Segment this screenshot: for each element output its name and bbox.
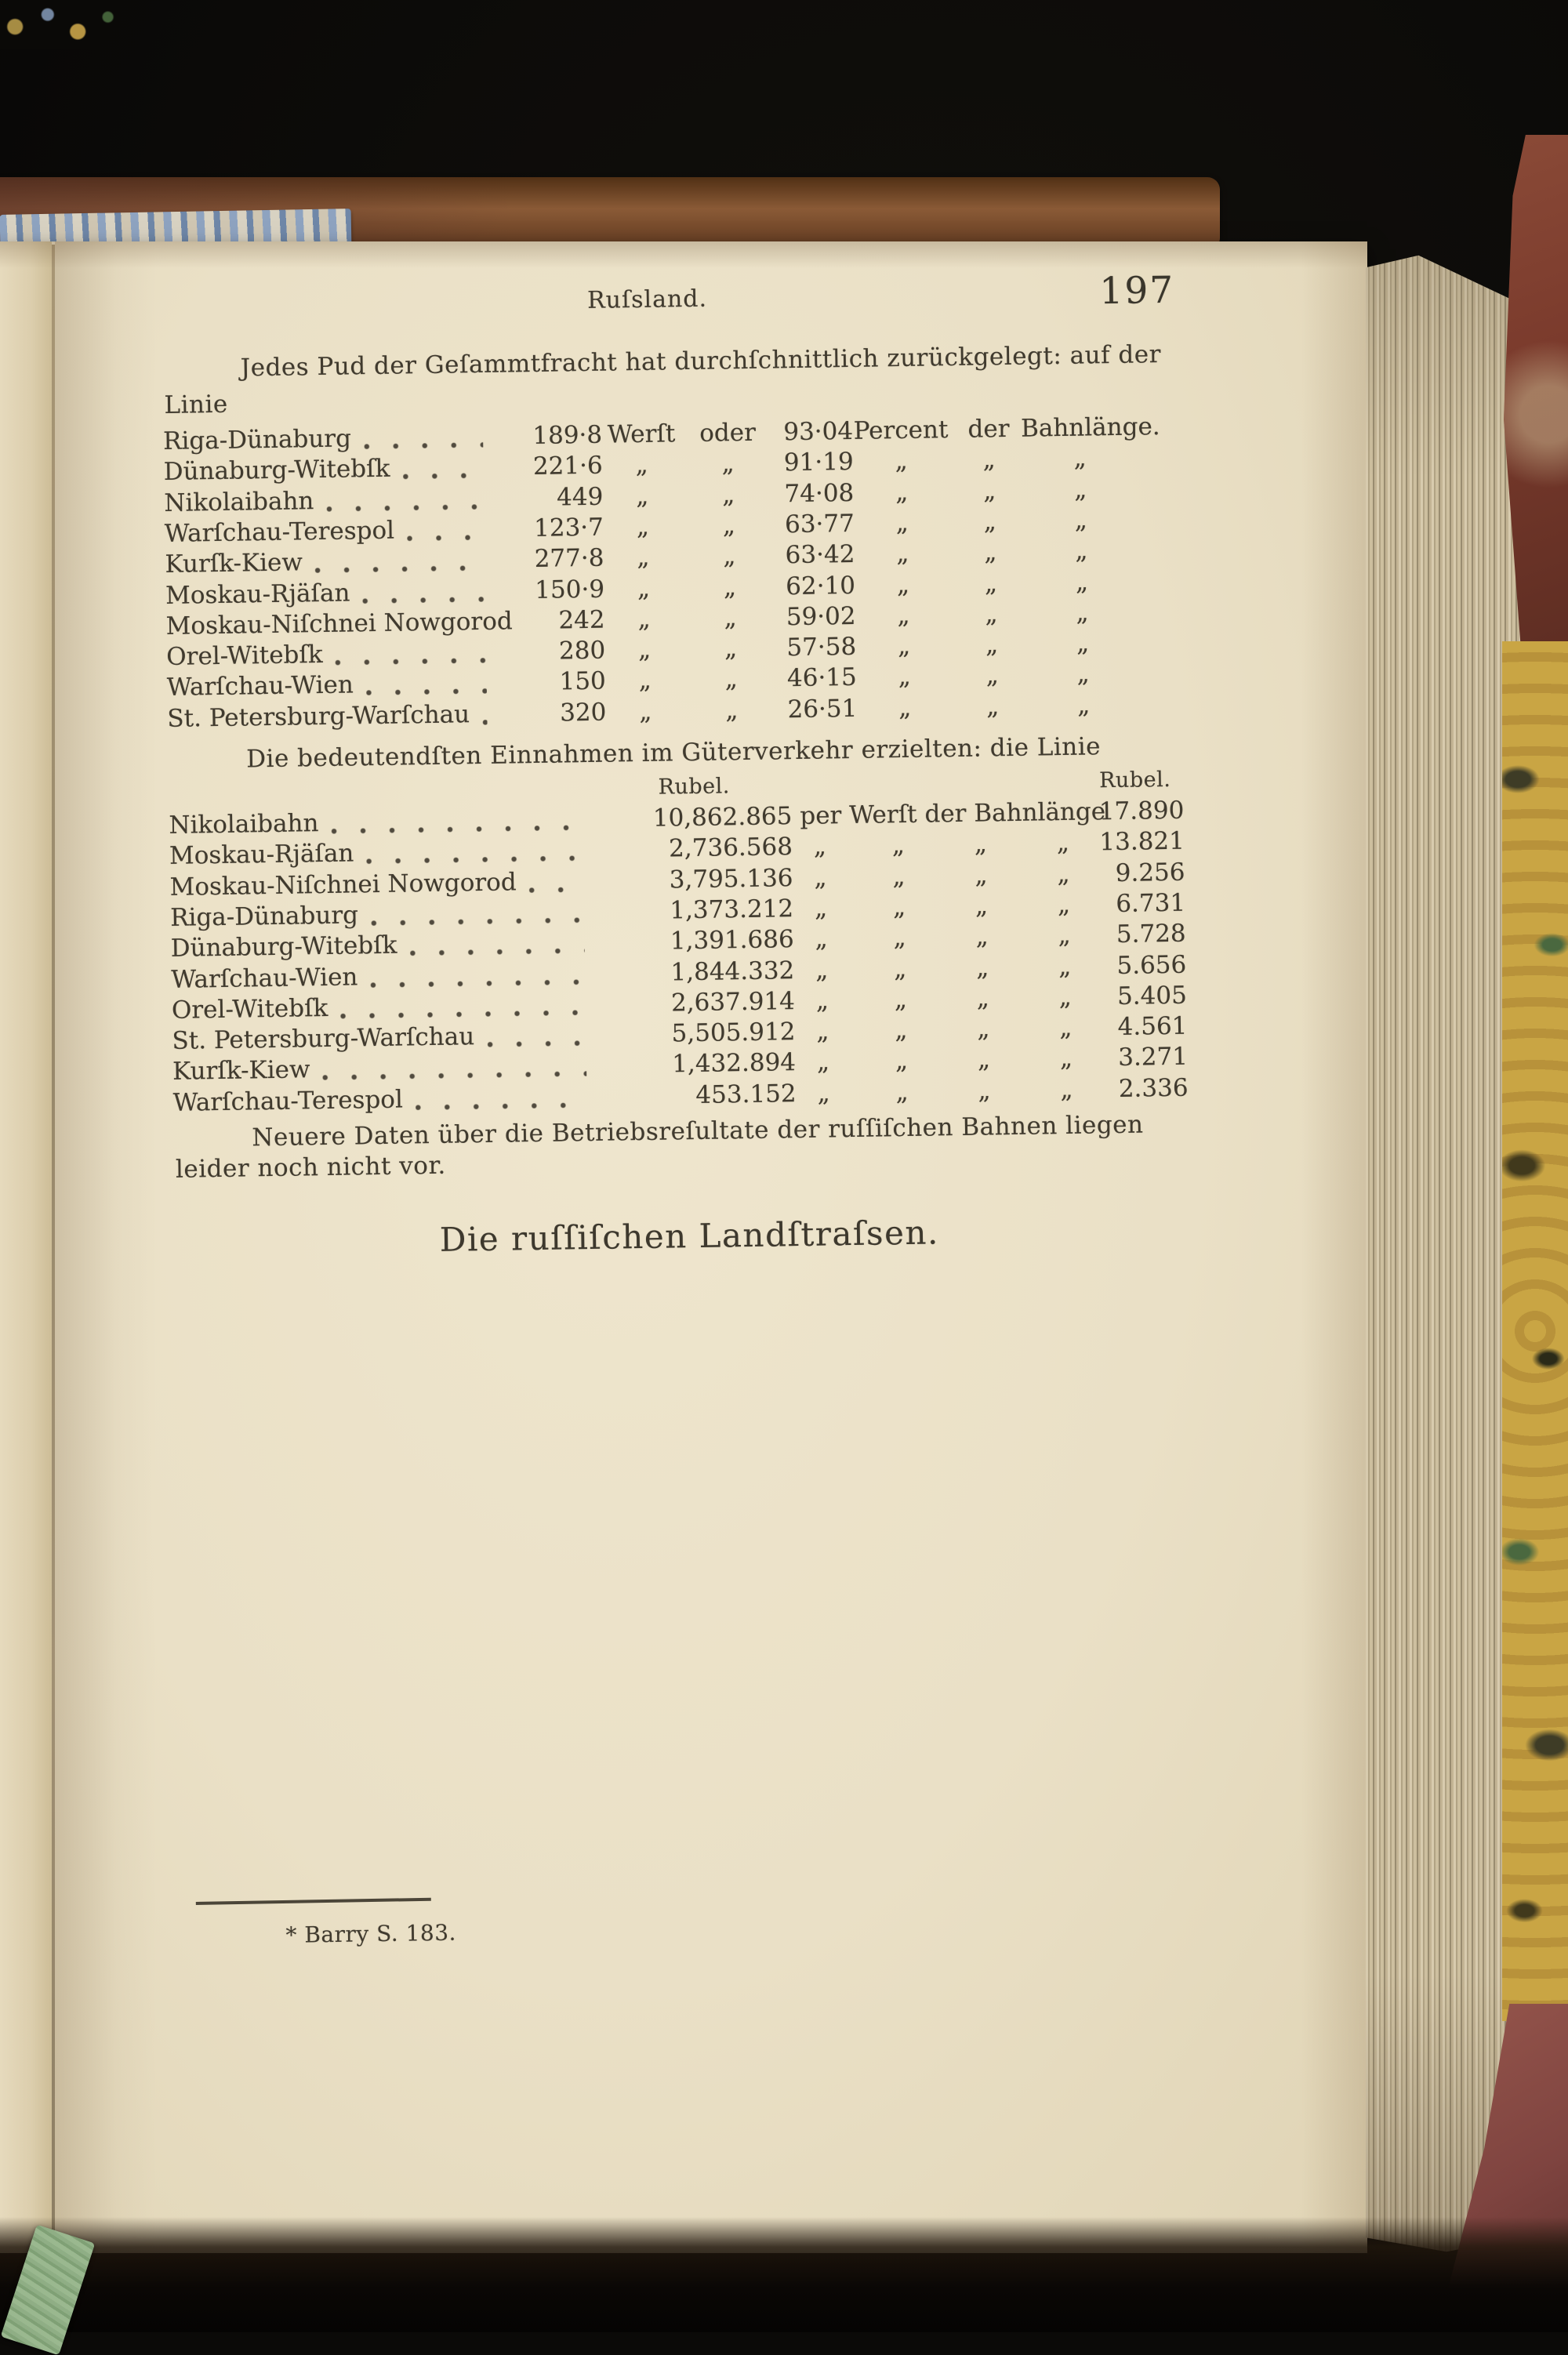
bottom-shadow-band (0, 2217, 1568, 2332)
dot-leader (326, 504, 484, 512)
body-line (177, 1388, 1204, 1403)
dot-leader (336, 658, 487, 666)
dot-leader (370, 979, 585, 988)
revenue-intro-line: Die bedeutendſten Einnahmen im Güterverkehr erzielten: die Linie (246, 732, 1101, 773)
unit-der: „ (964, 661, 1020, 690)
per-werst-rubel-value: 9.256 (1083, 858, 1185, 887)
body-line (179, 1477, 1206, 1492)
ditto-mark: „ (960, 891, 1004, 920)
railway-line-name: St. Petersburg-Warſchau (172, 1022, 474, 1055)
body-line (180, 1506, 1207, 1521)
werst-value: 242 (499, 605, 605, 635)
railway-line-name: Kurſk-Kiew (172, 1056, 310, 1087)
per-werst-rubel-value: 13.821 (1083, 827, 1185, 857)
body-line (184, 1860, 1211, 1874)
railway-line-name: Warſchau-Wien (167, 671, 354, 702)
ditto-mark: „ (1044, 1014, 1088, 1043)
unit-oder: „ (692, 603, 768, 632)
werst-value: 150 (500, 667, 607, 697)
dot-leader (366, 688, 487, 695)
ditto-mark: „ (961, 984, 1006, 1013)
ditto-mark: „ (960, 953, 1005, 982)
ditto-mark: „ (961, 1014, 1006, 1043)
railway-line-name: Riga-Dünaburg (170, 901, 358, 932)
ditto-mark: „ (1042, 921, 1087, 950)
railway-line-name: Warſchau-Terespol (165, 517, 395, 548)
unit-der: der (961, 415, 1017, 444)
body-line (176, 1300, 1203, 1315)
intro-line: Jedes Pud der Geſammtfracht hat durchſchnittlich zurückgelegt: auf der (241, 340, 1162, 382)
ditto-mark: „ (879, 985, 924, 1014)
body-line (182, 1683, 1209, 1698)
revenue-rubel-value: 1,373.212 (597, 894, 794, 926)
dot-leader (363, 596, 486, 603)
percent-value: 91·19 (747, 448, 854, 477)
unit-oder: „ (693, 634, 769, 663)
page-number: 197 (1099, 268, 1192, 313)
railway-line-name: Moskau-Niſchnei Nowgorod (165, 607, 513, 640)
dot-leader (416, 1102, 587, 1110)
revenue-rubel-value: 453.152 (600, 1080, 797, 1111)
ditto-mark: „ (1043, 952, 1087, 981)
unit-werst: „ (604, 512, 683, 541)
railway-line-name: Moskau-Niſchnei Nowgorod (169, 868, 517, 902)
unit-percent: „ (850, 446, 953, 476)
body-line (177, 1359, 1204, 1373)
unit-oder: oder (690, 419, 766, 448)
revenue-rubel-value: 2,736.568 (597, 833, 793, 864)
unit-percent: „ (852, 570, 955, 600)
per-werst-rubel-value: 17.890 (1082, 796, 1185, 826)
ditto-mark: „ (801, 1079, 846, 1108)
ditto-mark: „ (878, 954, 923, 983)
ditto-mark: „ (1044, 1044, 1089, 1073)
percent-value: 59·02 (750, 602, 856, 632)
werst-value: 150·9 (499, 575, 605, 604)
footnote-text: * Barry S. 183. (285, 1920, 456, 1948)
ditto-mark: „ (962, 1076, 1007, 1105)
per-werst-rubel-value: 2.336 (1086, 1073, 1189, 1103)
unit-werst: „ (605, 635, 684, 664)
ditto-mark: „ (1044, 1075, 1089, 1104)
dot-leader (323, 1071, 587, 1080)
unit-werst: „ (604, 574, 684, 603)
unit-bahnlaenge: „ (1024, 629, 1142, 659)
per-werst-rubel-value: 3.271 (1086, 1043, 1189, 1072)
dot-leader (482, 720, 487, 725)
column-header-rubel-left: Rubel. (637, 774, 751, 800)
body-line (178, 1417, 1205, 1432)
footnote-rule (196, 1898, 431, 1905)
unit-oder: „ (691, 510, 768, 539)
unit-percent: „ (851, 477, 953, 507)
railway-line-name: Orel-Witebſk (172, 994, 328, 1025)
percent-value: 93·04 (747, 417, 854, 447)
railway-line-name: Dünaburg-Witebſk (163, 455, 390, 486)
unit-der: „ (963, 507, 1018, 536)
unit-bahnlaenge: „ (1022, 536, 1141, 566)
unit-bahnlaenge: „ (1023, 597, 1142, 627)
dot-leader (340, 1010, 586, 1019)
ditto-mark: „ (1041, 829, 1086, 858)
ditto-mark: „ (799, 924, 844, 953)
revenue-rubel-value: 1,391.686 (597, 925, 794, 956)
unit-oder: „ (692, 572, 768, 601)
unit-der: „ (961, 445, 1017, 474)
ditto-mark: „ (1044, 982, 1088, 1011)
unit-werst: „ (602, 450, 681, 479)
unit-percent: „ (853, 631, 956, 661)
intro-line-linie: Linie (164, 390, 228, 419)
revenue-rubel-value: 2,637.914 (599, 987, 796, 1018)
revenue-rubel-value: 10,862.865 (596, 802, 793, 833)
unit-werst: „ (605, 666, 684, 695)
railway-line-name: Warſchau-Terespol (172, 1085, 403, 1116)
unit-der: „ (963, 538, 1018, 567)
revenue-rubel-value: 1,432.894 (600, 1048, 797, 1080)
ditto-mark: „ (798, 863, 843, 892)
column-header-rubel-right: Rubel. (1080, 767, 1189, 793)
ditto-mark: „ (962, 1046, 1007, 1075)
per-werst-label: per Werſt der Bahnlänge (800, 797, 1104, 830)
percent-value: 63·77 (749, 510, 855, 539)
werst-value: 123·7 (498, 513, 604, 543)
dot-leader (366, 855, 583, 864)
unit-bahnlaenge: „ (1025, 690, 1143, 720)
revenue-rubel-value: 3,795.136 (597, 864, 793, 895)
body-line (181, 1624, 1208, 1639)
page-right-shadow (1301, 241, 1367, 2253)
unit-oder: „ (693, 665, 769, 694)
dot-leader (364, 442, 483, 449)
werst-value: 221·6 (496, 452, 603, 481)
ditto-mark: „ (800, 1017, 845, 1046)
revenue-rubel-value: 1,844.332 (598, 956, 795, 988)
printed-text-block (161, 259, 1214, 1999)
gutter-margin (0, 241, 52, 2253)
body-line (180, 1595, 1207, 1609)
dot-leader (315, 565, 485, 573)
body-line (176, 1330, 1203, 1344)
dot-leader (402, 473, 483, 480)
ditto-mark: „ (800, 986, 845, 1015)
fore-edge-page-stack (1366, 235, 1521, 2258)
unit-der: „ (964, 568, 1019, 597)
unit-percent: „ (851, 508, 954, 538)
revenue-rubel-value: 5,505.912 (599, 1018, 796, 1049)
dot-leader (487, 1040, 586, 1047)
ditto-mark: „ (877, 831, 921, 860)
body-line (180, 1536, 1207, 1551)
per-werst-rubel-value: 4.561 (1085, 1012, 1188, 1042)
ditto-mark: „ (960, 922, 1004, 951)
body-line (181, 1653, 1208, 1668)
unit-oder: „ (691, 542, 768, 571)
railway-line-name: Nikolaibahn (164, 487, 314, 517)
unit-bahnlaenge: „ (1023, 567, 1142, 597)
section-heading: Die ruſſiſchen Landſtraſsen. (175, 1209, 1204, 1262)
werst-value: 320 (500, 698, 607, 728)
per-werst-rubel-value: 5.728 (1083, 920, 1186, 949)
ditto-mark: „ (959, 829, 1004, 858)
unit-percent: „ (853, 662, 956, 691)
unit-oder: „ (691, 480, 767, 509)
werst-value: 449 (497, 482, 604, 512)
railway-line-name: Riga-Dünaburg (163, 424, 351, 455)
dot-leader (407, 535, 485, 541)
unit-bahnlaenge: „ (1024, 659, 1142, 689)
per-werst-rubel-value: 5.656 (1084, 950, 1187, 980)
cover-marbled-paper (1502, 641, 1568, 2021)
unit-percent: „ (854, 693, 956, 723)
unit-oder: „ (690, 449, 766, 478)
unit-werst: „ (604, 604, 684, 633)
gutter-shadow (55, 241, 157, 2253)
running-title: Ruſsland. (553, 285, 741, 315)
unit-der: „ (964, 600, 1019, 629)
body-line (183, 1712, 1210, 1727)
closing-line-end: leider noch nicht vor. (176, 1152, 446, 1184)
unit-bahnlaenge: „ (1021, 444, 1139, 474)
werst-value: 280 (499, 637, 606, 666)
ditto-mark: „ (880, 1047, 924, 1076)
unit-der: „ (965, 691, 1021, 720)
unit-percent: „ (851, 539, 954, 568)
unit-werst: „ (604, 542, 683, 572)
unit-percent: Percent (850, 415, 953, 445)
body-line (183, 1742, 1210, 1757)
ditto-mark: „ (880, 1077, 924, 1106)
percent-value: 74·08 (748, 479, 855, 509)
werst-value: 189·8 (496, 421, 603, 451)
werst-value: 277·8 (498, 544, 604, 574)
body-line (183, 1772, 1210, 1787)
percent-value: 63·42 (749, 540, 855, 570)
dot-leader (371, 917, 584, 926)
ditto-mark: „ (1041, 859, 1086, 888)
railway-line-name: Nikolaibahn (169, 809, 319, 840)
ditto-mark: „ (798, 832, 843, 861)
unit-werst: Werſt (602, 419, 681, 448)
railway-line-name: St. Petersburg-Warſchau (167, 700, 470, 733)
ditto-mark: „ (1042, 890, 1087, 919)
percent-value: 26·51 (751, 695, 858, 724)
railway-line-name: Kurſk-Kiew (165, 549, 303, 579)
body-line (176, 1270, 1203, 1285)
percent-value: 57·58 (750, 633, 857, 662)
dot-leader (332, 825, 583, 834)
ditto-mark: „ (877, 893, 922, 922)
ditto-mark: „ (800, 956, 844, 985)
unit-bahnlaenge: „ (1022, 474, 1140, 504)
railway-line-name: Dünaburg-Witebſk (170, 931, 397, 963)
unit-percent: „ (852, 601, 955, 630)
ditto-mark: „ (877, 862, 921, 891)
railway-line-name: Orel-Witebſk (166, 640, 323, 671)
body-line (184, 1831, 1211, 1845)
unit-bahnlaenge: „ (1022, 505, 1141, 535)
railway-line-name: Warſchau-Wien (171, 963, 358, 994)
ditto-mark: „ (879, 1016, 924, 1045)
unit-werst: „ (603, 481, 682, 510)
ditto-mark: „ (959, 861, 1004, 890)
per-werst-rubel-value: 5.405 (1085, 981, 1188, 1011)
body-line (183, 1801, 1210, 1816)
dot-leader (529, 887, 584, 893)
body-line (180, 1565, 1207, 1580)
dot-leader (410, 948, 585, 956)
ditto-mark: „ (801, 1048, 846, 1077)
body-line (178, 1447, 1205, 1462)
railway-line-name: Moskau-Rjäſan (169, 840, 354, 870)
ditto-mark: „ (799, 894, 844, 923)
unit-der: „ (964, 630, 1020, 659)
percent-value: 46·15 (750, 663, 857, 693)
percent-value: 62·10 (750, 571, 856, 601)
unit-der: „ (962, 476, 1018, 505)
ditto-mark: „ (877, 923, 922, 953)
marbled-corner-flecks (0, 0, 125, 49)
per-werst-rubel-value: 6.731 (1083, 889, 1186, 919)
unit-bahnlaenge: Bahnlänge. (1021, 413, 1139, 443)
unit-oder: „ (694, 695, 770, 724)
unit-werst: „ (606, 697, 685, 726)
railway-line-name: Moskau-Rjäſan (165, 579, 350, 609)
closing-line: Neuere Daten über die Betriebsreſultate der ruſſiſchen Bahnen liegen (252, 1111, 1144, 1152)
